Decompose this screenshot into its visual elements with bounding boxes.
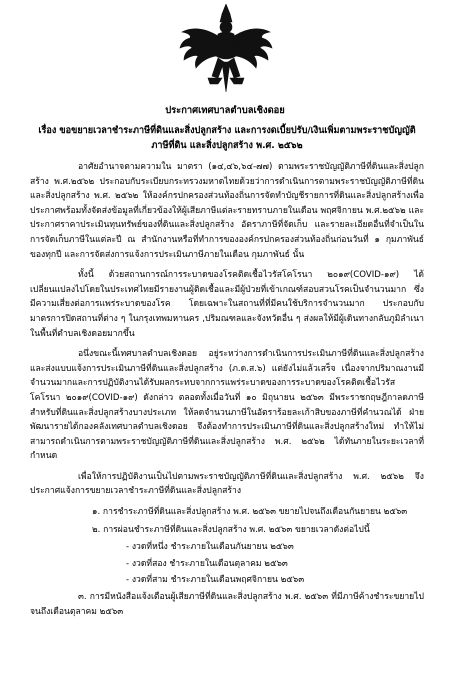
paragraph: เพื่อให้การปฏิบัติงานเป็นไปตามพระราชบัญญัติภาษีที่ดินและสิ่งปลูกสร้าง พ.ศ. ๒๕๖๒ จึงประกาศแจ้งการขยายเวลาชำระภาษีที่ดินและสิ่งปลูกสร้าง (30, 471, 424, 497)
list-item: ๒. การผ่อนชำระภาษีที่ดินและสิ่งปลูกสร้าง พ.ศ. ๒๕๖๓ ขยายเวลาดังต่อไปนี้ (92, 524, 370, 535)
paragraph: อาศัยอำนาจตามความใน มาตรา (๑๔,๔๖,๖๔-๗๗) ตามพระราชบัญญัติภาษีที่ดินและสิ่งปลูกสร้าง พ.ศ.๒๕๖๒ ประกอบกับระเบียบกระทรวงมหาดไทยด้วยว่าการดำเนินการตามพระราชบัญญัติภาษีที่ดินและสิ่งปลูกสร้าง พ.ศ. ๒๕๖๒ ให้องค์กรปกครองส่วนท้องถิ่นการจัดทำบัญชีรายการที่ดินและสิ่งปลูกสร้างเพื่อประกาศพร้อมทั้งจัดส่งข้อมูลที่เกี่ยวข้องให้ผู้เสียภาษีแต่ละรายทราบภายในเดือน พฤศจิกายน พ.ศ.๒๕๖๒ และประกาศราคาประเมินทุนทรัพย์ของที่ดินและสิ่งปลูกสร้าง อัตราภาษีที่จัดเก็บ และรายละเอียดอื่นที่จำเป็นในการจัดเก็บภาษีในแต่ละปี ณ สำนักงานหรือที่ทำการขององค์กรปกครองส่วนท้องถิ่นก่อนวันที่ ๑ กุมภาพันธ์ของทุกปี และการจัดส่งการแจ้งการประเมินภาษีภายในเดือน กุมภาพันธ์ นั้น (30, 162, 424, 260)
list-item: ๑. การชำระภาษีที่ดินและสิ่งปลูกสร้าง พ.ศ. ๒๕๖๓ ขยายไปจนถึงเดือนกันยายน ๒๕๖๓ (92, 507, 408, 518)
document-body (30, 160, 424, 625)
list-item: ๓. การมีหนังสือแจ้งเตือนผู้เสียภาษีที่ดินและสิ่งปลูกสร้าง พ.ศ. ๒๕๖๓ ที่มีภาษีค้างชำระขยายไปจนถึงเดือนตุลาคม ๒๕๖๓ (30, 592, 424, 617)
installment-item: - งวดที่สาม ชำระภายในเดือนพฤศจิกายน ๒๕๖๓ (126, 575, 305, 586)
document-subject: เรื่อง ขอขยายเวลาชำระภาษีที่ดินและสิ่งปลูกสร้าง และการงดเบี้ยปรับ/เงินเพิ่มตามพระราชบัญญัติภาษีที่ดิน และสิ่งปลูกสร้าง พ.ศ. ๒๕๖๒ (38, 126, 416, 151)
installment-item: - งวดที่สอง ชำระภายในเดือนตุลาคม ๒๕๖๓ (126, 558, 288, 569)
installment-item: - งวดที่หนึ่ง ชำระภายในเดือนกันยายน ๒๕๖๓ (126, 542, 294, 553)
garuda-emblem-icon (178, 4, 274, 96)
paragraph: อนึ่งขณะนี้เทศบาลตำบลเชิงดอย อยู่ระหว่างการดำเนินการประเมินภาษีที่ดินและสิ่งปลูกสร้างและส่งแบบแจ้งการประเมินภาษีที่ดินและสิ่งปลูกสร้าง (ภ.ด.ส.๖) แต่ยังไม่แล้วเสร็จ เนื่องจากปริมาณงานมีจำนวนมากและการปฏิบัติงานได้รับผลกระทบจากการแพร่ระบาดของการระบาดของโรคติดเชื้อไวรัสโคโรนา ๒๐๑๙(COVID-๑๙) ดังกล่าว ตลอดทั้งเมื่อวันที่ ๑๐ มิถุนายน ๒๕๖๓ มีพระราชกฤษฎีกาลดภาษีสำหรับที่ดินและสิ่งปลูกสร้างบางประเภท ให้ลดจำนวนภาษีในอัตราร้อยละเก้าสิบของภาษีที่คำนวณได้ ฝ่ายพัฒนารายได้กองคลังเทศบาลตำบลเชิงดอย จึงต้องทำการประเมินภาษีที่ดินและสิ่งปลูกสร้างใหม่ ทำให้ไม่สามารถดำเนินการตามพระราชบัญญัติภาษีที่ดินและสิ่งปลูกสร้าง พ.ศ. ๒๕๖๒ ได้ทันภายในระยะเวลาที่กำหนด (30, 349, 424, 462)
document-title: ประกาศเทศบาลตำบลเชิงดอย (165, 105, 285, 116)
paragraph: ทั้งนี้ ด้วยสถานการณ์การระบาดของโรคติดเชื้อไวรัสโคโรนา ๒๐๑๙(COVID-๑๙) ได้เปลี่ยนแปลงไปโดยในประเทศไทยมีรายงานผู้ติดเชื้อและมีผู้ป่วยที่เข้าเกณฑ์สอบสวนโรคเป็นจำนวนมาก ซึ่งมีความเสี่ยงต่อการแพร่ระบาดของโรค โดยเฉพาะในสถานที่ที่มีคนใช้บริการจำนวนมาก ประกอบกับมาตรการปิดสถานที่ต่าง ๆ ในกรุงเทพมหานคร ,ปริมณฑลและจังหวัดอื่น ๆ ส่งผลให้มีผู้เดินทางกลับภูมิลำเนาในพื้นที่ตำบลเชิงดอยมากขึ้น (30, 270, 424, 339)
